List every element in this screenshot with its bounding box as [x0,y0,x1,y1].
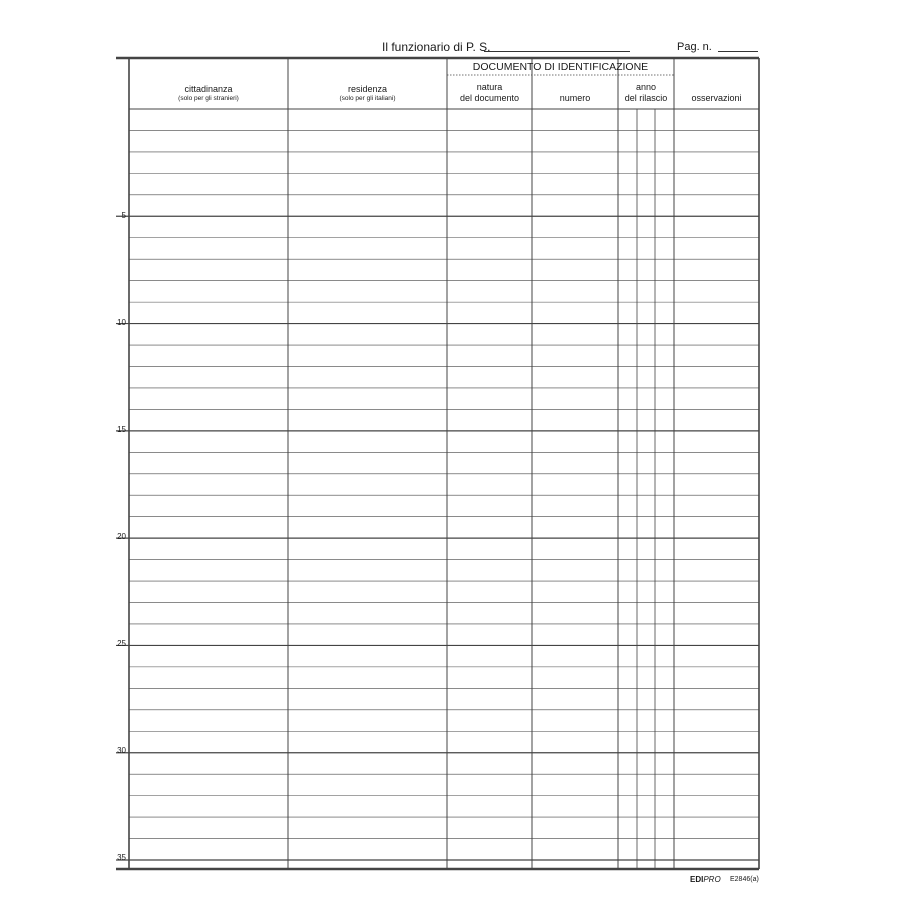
publisher-logo-bold: EDI [690,875,704,884]
publisher-logo [690,875,721,884]
col-cittadinanza-label: cittadinanza [184,84,233,94]
row-number-35: 35 [117,853,126,862]
funzionario-label: Il funzionario di P. S. [382,40,491,54]
col-numero: numero [559,93,591,103]
col-anno-label-1: anno [635,82,657,92]
row-number-30: 30 [117,746,126,755]
col-natura [447,82,532,104]
row-number-15: 15 [117,425,126,434]
col-residenza-note: (solo per gli italiani) [339,95,396,102]
row-number-10: 10 [117,318,126,327]
row-number-25: 25 [117,639,126,648]
col-residenza [288,84,447,103]
publisher-logo-italic: PRO [703,875,721,884]
row-number-20: 20 [117,532,126,541]
col-cittadinanza-note: (solo per gli stranieri) [178,95,239,102]
col-residenza-label: residenza [347,84,388,94]
row-number-5: 5 [121,211,126,220]
col-natura-label-1: natura [476,82,503,92]
form-code: E2846(a) [730,876,759,883]
col-anno [618,82,674,104]
col-anno-label-2: del rilascio [624,93,668,103]
col-documento-group: DOCUMENTO DI IDENTIFICAZIONE [472,61,649,73]
col-natura-label-2: del documento [459,93,520,103]
page-number-label: Pag. n. [677,41,712,53]
col-cittadinanza [129,84,288,103]
col-osservazioni: osservazioni [691,93,742,103]
